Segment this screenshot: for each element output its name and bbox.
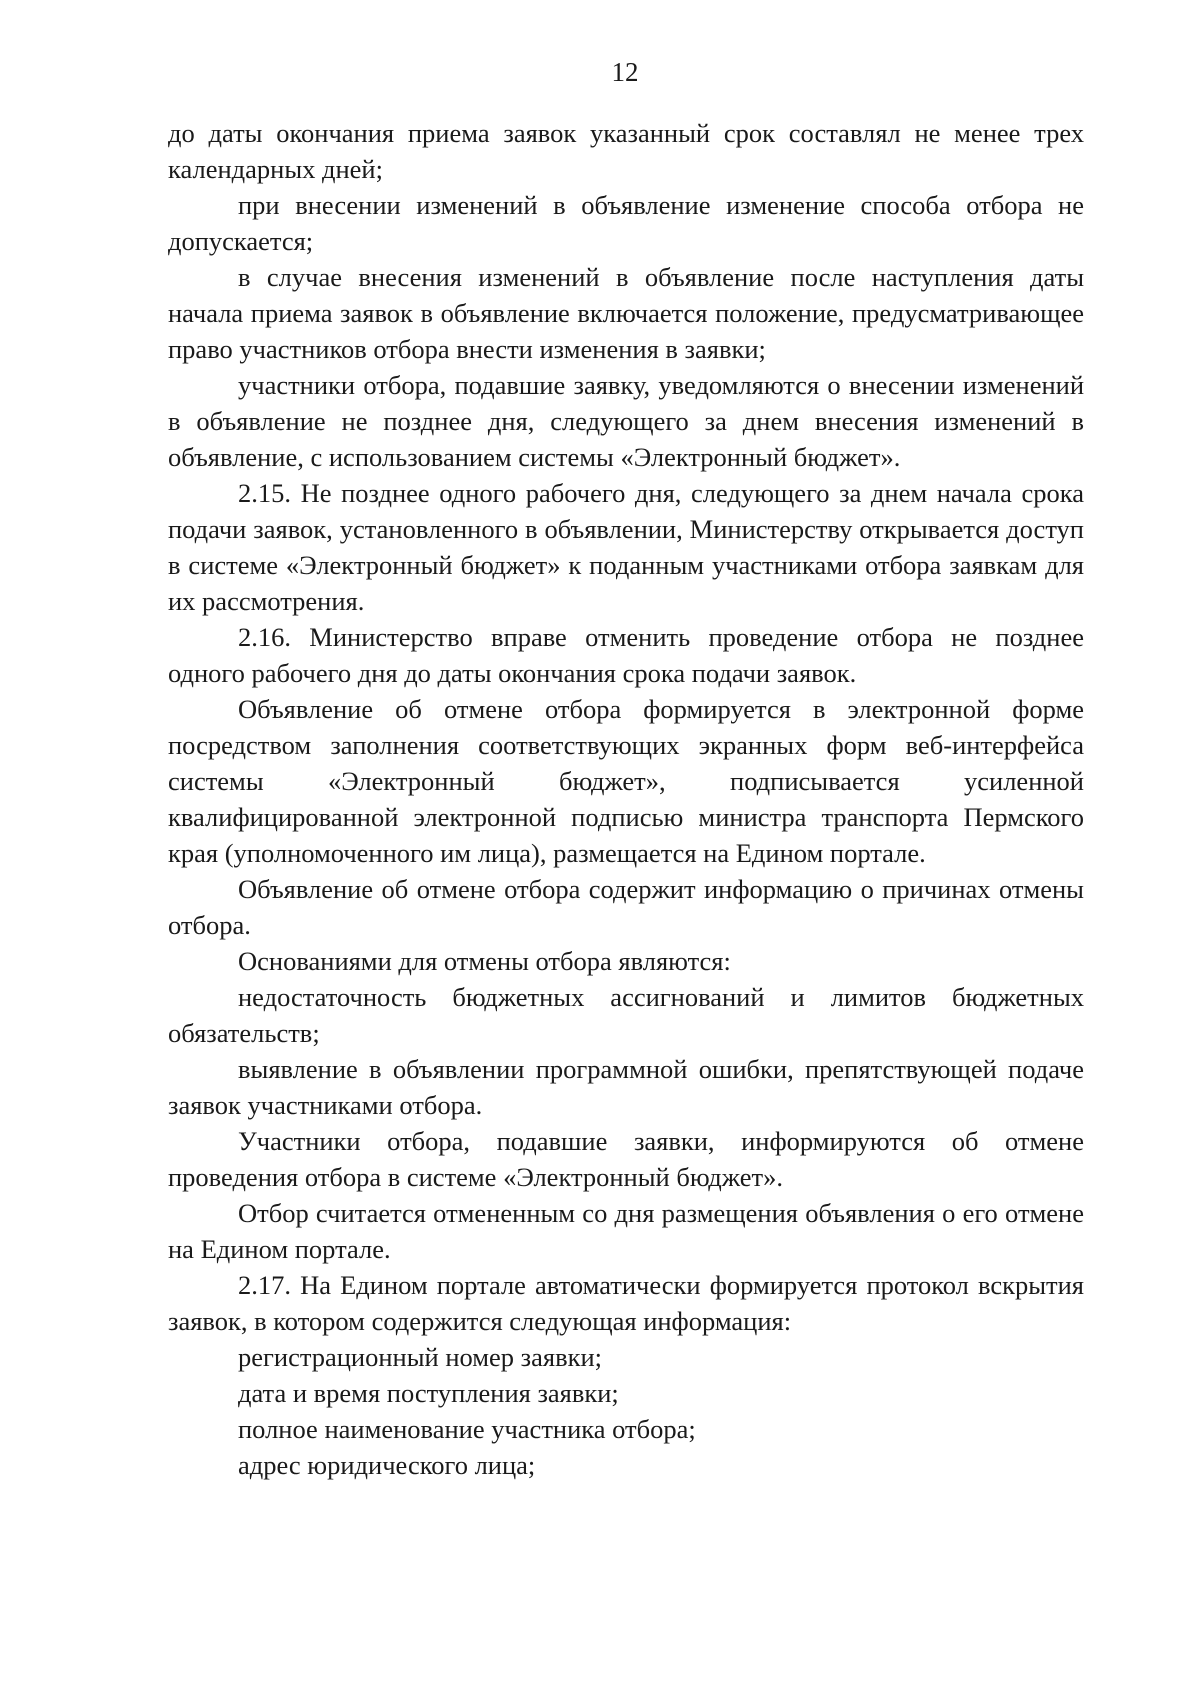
- paragraph: Объявление об отмене отбора содержит информацию о причинах отмены отбора.: [168, 874, 1084, 940]
- paragraph: Основаниями для отмены отбора являются:: [238, 946, 731, 976]
- page-number: 12: [611, 57, 639, 87]
- list-item: полное наименование участника отбора;: [238, 1414, 696, 1444]
- document-body: [168, 115, 1084, 1483]
- paragraph: в случае внесения изменений в объявление после наступления даты начала приема заявок в объявление включается положение, предусматривающее право участников отбора внести изменения в заявки;: [168, 262, 1084, 364]
- paragraph: до даты окончания приема заявок указанный срок составлял не менее трех календарных дней;: [168, 118, 1084, 184]
- list-item: недостаточность бюджетных ассигнований и лимитов бюджетных обязательств;: [168, 982, 1084, 1048]
- paragraph-2-15: 2.15. Не позднее одного рабочего дня, следующего за днем начала срока подачи заявок, установленного в объявлении, Министерству открывается доступ в системе «Электронный бюджет» к поданным участниками отбора заявкам для их рассмотрения.: [168, 478, 1084, 616]
- paragraph: при внесении изменений в объявление изменение способа отбора не допускается;: [168, 190, 1084, 256]
- paragraph: участники отбора, подавшие заявку, уведомляются о внесении изменений в объявление не позднее дня, следующего за днем внесения изменений в объявление, с использованием системы «Электронный бюджет».: [168, 370, 1084, 472]
- list-item: адрес юридического лица;: [238, 1450, 536, 1480]
- paragraph: Объявление об отмене отбора формируется в электронной форме посредством заполнения соответствующих экранных форм веб-интерфейса системы «Электронный бюджет», подписывается усиленной квалифицированной электронной подписью министра транспорта Пермского края (уполномоченного им лица), размещается на Едином портале.: [168, 694, 1084, 868]
- list-item: регистрационный номер заявки;: [238, 1342, 603, 1372]
- paragraph: Участники отбора, подавшие заявки, информируются об отмене проведения отбора в системе «Электронный бюджет».: [168, 1126, 1084, 1192]
- list-item: выявление в объявлении программной ошибки, препятствующей подаче заявок участниками отбора.: [168, 1054, 1084, 1120]
- paragraph-2-16: 2.16. Министерство вправе отменить проведение отбора не позднее одного рабочего дня до даты окончания срока подачи заявок.: [168, 622, 1084, 688]
- paragraph: Отбор считается отмененным со дня размещения объявления о его отмене на Едином портале.: [168, 1198, 1084, 1264]
- list-item: дата и время поступления заявки;: [238, 1378, 619, 1408]
- paragraph-2-17: 2.17. На Едином портале автоматически формируется протокол вскрытия заявок, в котором содержится следующая информация:: [168, 1270, 1084, 1336]
